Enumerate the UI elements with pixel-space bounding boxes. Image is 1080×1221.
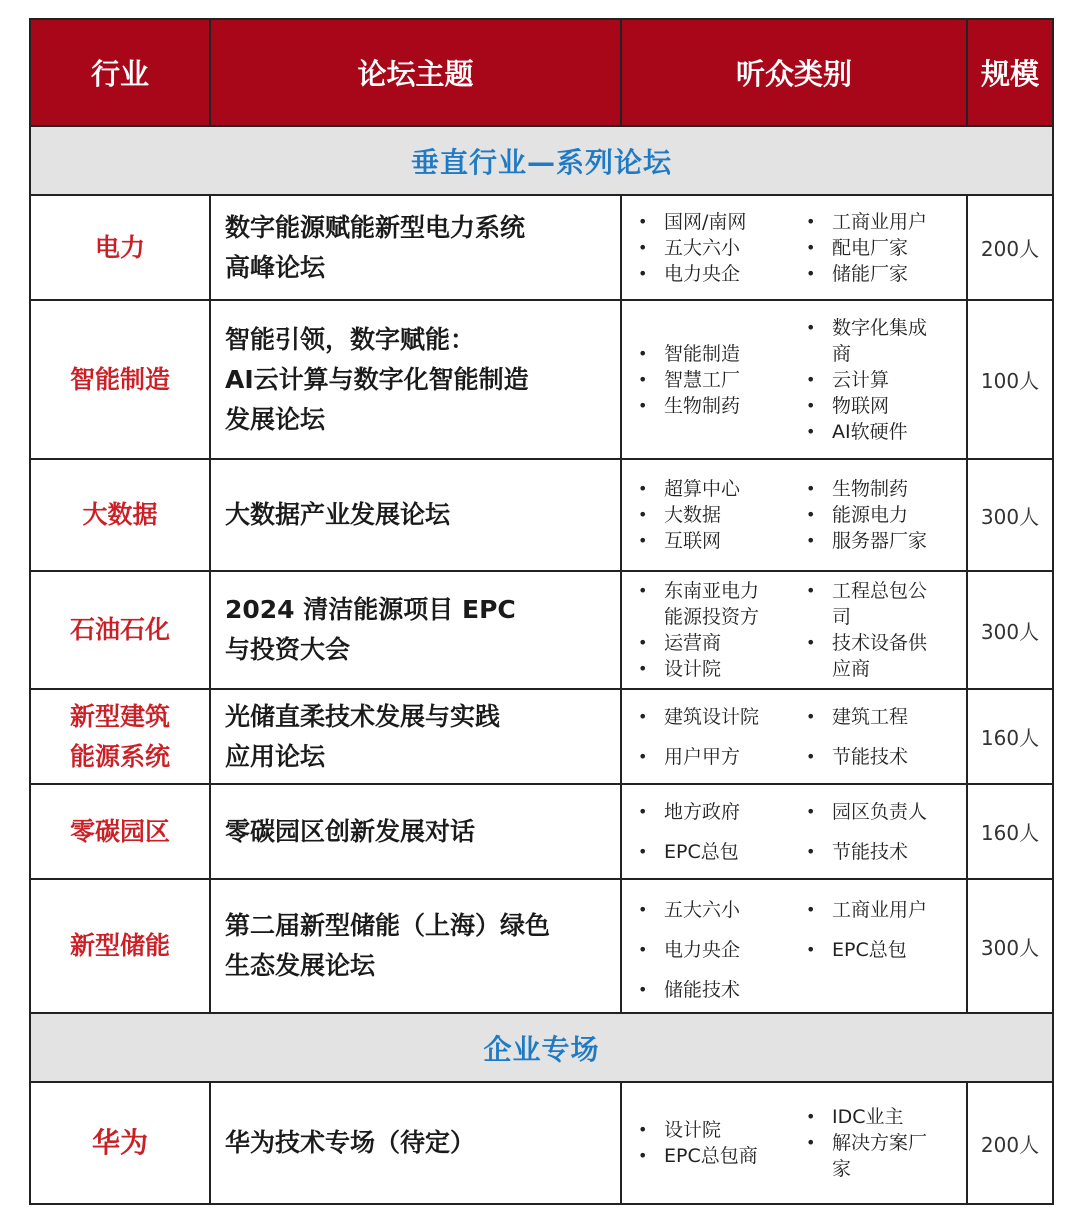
audience-item: • 生物制药	[636, 393, 804, 419]
forum-topic: 第二届新型储能（上海）绿色 生态发展论坛	[225, 911, 551, 980]
section-header-enterprise	[29, 1014, 1054, 1083]
audience-list	[622, 697, 966, 777]
forum-topic: 数字能源赋能新型电力系统 高峰论坛	[225, 212, 526, 282]
audience-item: • 智慧工厂	[636, 367, 804, 393]
industry-label: 零碳园区	[69, 816, 170, 846]
audience-list	[622, 890, 966, 1010]
industry-label: 智能制造	[69, 364, 170, 394]
audience-item: • 云计算	[804, 367, 944, 393]
audience-item: • 建筑工程	[804, 697, 966, 737]
industry-label: 新型建筑 能源系统	[69, 701, 170, 771]
audience-item: • IDC业主	[804, 1104, 944, 1130]
audience-item: • 数字化集成商	[804, 315, 944, 367]
scale-value: 200人	[980, 1132, 1040, 1157]
industry-label: 电力	[94, 232, 145, 262]
audience-item: • 互联网	[636, 528, 804, 554]
header-industry: 行业	[90, 57, 149, 91]
audience-list	[622, 578, 966, 682]
table-row	[29, 572, 1054, 690]
scale-value: 300人	[980, 935, 1040, 960]
industry-label: 大数据	[82, 500, 158, 529]
audience-list	[622, 315, 966, 445]
audience-item: • 工商业用户	[804, 209, 966, 235]
scale-value: 160人	[980, 726, 1040, 750]
forum-topic: 大数据产业发展论坛	[225, 500, 451, 529]
section-title: 垂直行业—系列论坛	[410, 145, 672, 179]
audience-item: • 园区负责人	[804, 792, 966, 832]
header-topic: 论坛主题	[209, 20, 620, 125]
header-scale: 规模	[966, 20, 1052, 125]
table-row	[29, 460, 1054, 572]
audience-item: • 解决方案厂家	[804, 1130, 944, 1182]
audience-item: • 地方政府	[636, 792, 804, 832]
table-row	[29, 785, 1054, 880]
audience-item: • 工程总包公司	[804, 578, 944, 630]
audience-item: • EPC总包	[804, 930, 966, 970]
scale-value: 160人	[980, 821, 1040, 845]
audience-item: • 东南亚电力能源投资方	[636, 578, 760, 630]
table-row	[29, 690, 1054, 785]
forum-topic: 2024 清洁能源项目 EPC 与投资大会	[225, 595, 516, 664]
forum-topic: 华为技术专场（待定）	[225, 1128, 476, 1157]
audience-item: • 设计院	[636, 1117, 804, 1143]
industry-label: 石油石化	[69, 615, 170, 644]
audience-item: • AI软硬件	[804, 419, 944, 445]
audience-item: • EPC总包	[636, 832, 804, 872]
table-row	[29, 1083, 1054, 1205]
audience-item: • 技术设备供应商	[804, 630, 944, 682]
audience-item: • 智能制造	[636, 341, 804, 367]
audience-list	[622, 476, 966, 554]
audience-list	[622, 209, 966, 287]
section-title: 企业专场	[483, 1032, 600, 1066]
audience-item: • 物联网	[804, 393, 944, 419]
audience-item: • 储能厂家	[804, 261, 966, 287]
audience-item: • 配电厂家	[804, 235, 966, 261]
forum-table	[29, 18, 1054, 1205]
table-row	[29, 196, 1054, 301]
audience-item: • EPC总包商	[636, 1143, 804, 1169]
forum-topic: 智能引领，数字赋能： AI云计算与数字化智能制造 发展论坛	[225, 324, 529, 434]
scale-value: 300人	[980, 619, 1040, 644]
audience-item: • 用户甲方	[636, 737, 804, 777]
audience-item: • 建筑设计院	[636, 697, 804, 737]
audience-item: • 生物制药	[804, 476, 966, 502]
forum-topic: 零碳园区创新发展对话	[225, 816, 476, 846]
table-header	[29, 18, 1054, 127]
audience-item: • 大数据	[636, 502, 804, 528]
audience-item: • 节能技术	[804, 832, 966, 872]
industry-label: 新型储能	[69, 931, 170, 960]
section-header-vertical	[29, 127, 1054, 196]
audience-list	[622, 1104, 966, 1182]
audience-item: • 电力央企	[636, 930, 804, 970]
audience-item: • 电力央企	[636, 261, 804, 287]
audience-item: • 能源电力	[804, 502, 966, 528]
scale-value: 200人	[980, 237, 1040, 261]
audience-item: • 国网/南网	[636, 209, 804, 235]
audience-item: • 节能技术	[804, 737, 966, 777]
table-row	[29, 301, 1054, 460]
audience-list	[622, 792, 966, 872]
header-audience: 听众类别	[620, 20, 966, 125]
audience-item: • 服务器厂家	[804, 528, 966, 554]
audience-item: • 储能技术	[636, 970, 804, 1010]
audience-item: • 五大六小	[636, 235, 804, 261]
table-row	[29, 880, 1054, 1014]
forum-topic: 光储直柔技术发展与实践 应用论坛	[225, 701, 501, 771]
scale-value: 300人	[980, 504, 1040, 529]
industry-label: 华为	[91, 1126, 148, 1159]
audience-item: • 设计院	[636, 656, 760, 682]
audience-item: • 工商业用户	[804, 890, 966, 930]
audience-item: • 五大六小	[636, 890, 804, 930]
scale-value: 100人	[980, 369, 1040, 393]
audience-item: • 超算中心	[636, 476, 804, 502]
audience-item: • 运营商	[636, 630, 760, 656]
